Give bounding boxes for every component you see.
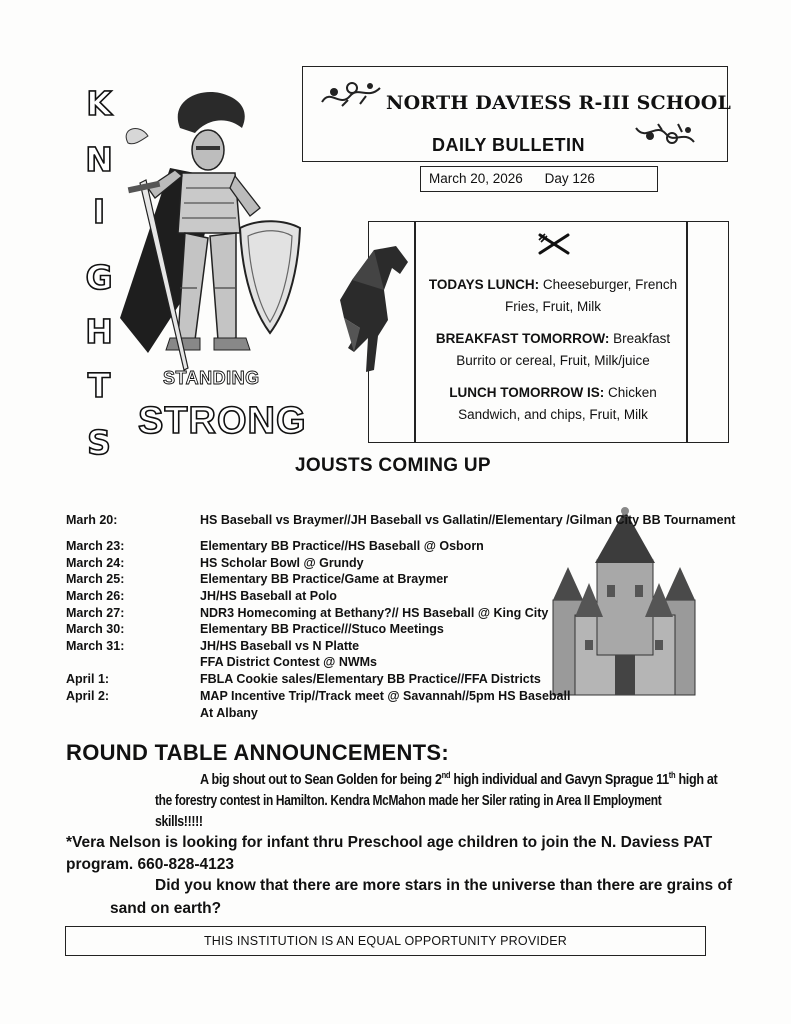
- schedule-date: April 1:: [66, 672, 110, 686]
- logo-letter-h: H: [85, 312, 113, 351]
- schedule-event: JH/HS Baseball at Polo: [200, 589, 337, 603]
- bulletin-day: Day 126: [544, 171, 595, 186]
- schedule-event: Elementary BB Practice/Game at Braymer: [200, 572, 449, 586]
- pat-announcement: *Vera Nelson is looking for infant thru Preschool age children to join the N. Daviess PAT: [66, 834, 713, 851]
- shout-out-line: the forestry contest in Hamilton. Kendra McMahon made her Siler rating in Area II Employment: [155, 792, 662, 809]
- horse-illustration: [334, 240, 414, 380]
- castle-illustration: [545, 505, 700, 705]
- schedule-date: March 24:: [66, 556, 125, 570]
- announcements-title: ROUND TABLE ANNOUNCEMENTS:: [66, 740, 450, 765]
- todays-lunch: [424, 274, 682, 318]
- meal-text: Fries, Fruit, Milk: [505, 299, 601, 314]
- schedule-date: March 26:: [66, 589, 125, 603]
- meal-label: BREAKFAST TOMORROW:: [435, 331, 610, 346]
- meal-text: Cheeseburger, French: [539, 277, 678, 292]
- lunch-tomorrow: [424, 382, 682, 426]
- meal-label: TODAYS LUNCH:: [428, 277, 540, 292]
- schedule-date: March 25:: [66, 572, 125, 586]
- schedule-date: March 31:: [66, 639, 125, 653]
- date-box: [420, 166, 658, 192]
- schedule-date: March 23:: [66, 539, 125, 553]
- pat-announcement: program. 660-828-4123: [66, 856, 235, 873]
- flourish-icon: [632, 116, 696, 152]
- logo-letter-i: I: [92, 192, 106, 231]
- fun-fact: Did you know that there are more stars in the universe than there are grains of: [155, 877, 733, 894]
- bulletin-date: March 20, 2026: [429, 171, 523, 186]
- school-name: NORTH DAVIESS R-III SCHOOL: [386, 92, 732, 114]
- schedule-event: FBLA Cookie sales/Elementary BB Practice//FFA Districts: [200, 672, 541, 686]
- logo-letter-s: S: [87, 423, 111, 462]
- schedule-event: NDR3 Homecoming at Bethany?// HS Baseball @ King City: [200, 606, 549, 620]
- meal-text: Chicken: [604, 385, 657, 400]
- schedule-event: HS Baseball vs Braymer//JH Baseball vs Gallatin//Elementary /Gilman City BB Tournament: [200, 513, 736, 527]
- schedule-event: Elementary BB Practice//HS Baseball @ Osborn: [200, 539, 484, 553]
- fork-knife-icon: [537, 232, 571, 256]
- schedule-event: MAP Incentive Trip//Track meet @ Savannah//5pm HS Baseball: [200, 689, 571, 703]
- shout-out-line: [200, 770, 717, 788]
- schedule-date: April 2:: [66, 689, 110, 703]
- menu-divider: [414, 221, 416, 443]
- shout-text: high at: [675, 771, 718, 788]
- meal-text: Burrito or cereal, Fruit, Milk/juice: [456, 353, 650, 368]
- schedule-event: Elementary BB Practice///Stuco Meetings: [200, 622, 444, 636]
- shout-text: A big shout out to Sean Golden for being 2: [200, 771, 442, 788]
- logo-letter-g: G: [85, 258, 113, 297]
- ordinal-suffix: th: [668, 770, 676, 780]
- logo-letter-t: T: [87, 366, 111, 405]
- meal-label: LUNCH TOMORROW IS:: [449, 385, 605, 400]
- breakfast-tomorrow: [424, 328, 682, 372]
- schedule-date: Marh 20:: [66, 513, 118, 527]
- knight-illustration: [100, 88, 305, 388]
- fun-fact: sand on earth?: [110, 900, 222, 917]
- bulletin-title: DAILY BULLETIN: [432, 135, 586, 155]
- schedule-date: March 27:: [66, 606, 125, 620]
- logo-strong: STRONG: [138, 400, 307, 442]
- flourish-icon: [320, 78, 384, 112]
- logo-letter-n: N: [85, 140, 113, 179]
- shout-text: high individual and Gavyn Sprague 11: [450, 771, 669, 788]
- equal-opportunity-footer: THIS INSTITUTION IS AN EQUAL OPPORTUNITY PROVIDER: [65, 926, 706, 956]
- menu-divider: [686, 221, 688, 443]
- meal-text: Sandwich, and chips, Fruit, Milk: [458, 407, 648, 422]
- logo-standing: STANDING: [163, 368, 260, 388]
- ordinal-suffix: nd: [441, 770, 451, 780]
- schedule-date: March 30:: [66, 622, 125, 636]
- schedule-event: At Albany: [200, 706, 258, 720]
- logo-letter-k: K: [86, 84, 112, 123]
- schedule-event: FFA District Contest @ NWMs: [200, 655, 378, 669]
- schedule-event: JH/HS Baseball vs N Platte: [200, 639, 360, 653]
- shout-out-line: skills!!!!!: [155, 813, 203, 830]
- schedule-event: HS Scholar Bowl @ Grundy: [200, 556, 364, 570]
- schedule-title: JOUSTS COMING UP: [295, 455, 491, 476]
- meal-text: Breakfast: [609, 331, 671, 346]
